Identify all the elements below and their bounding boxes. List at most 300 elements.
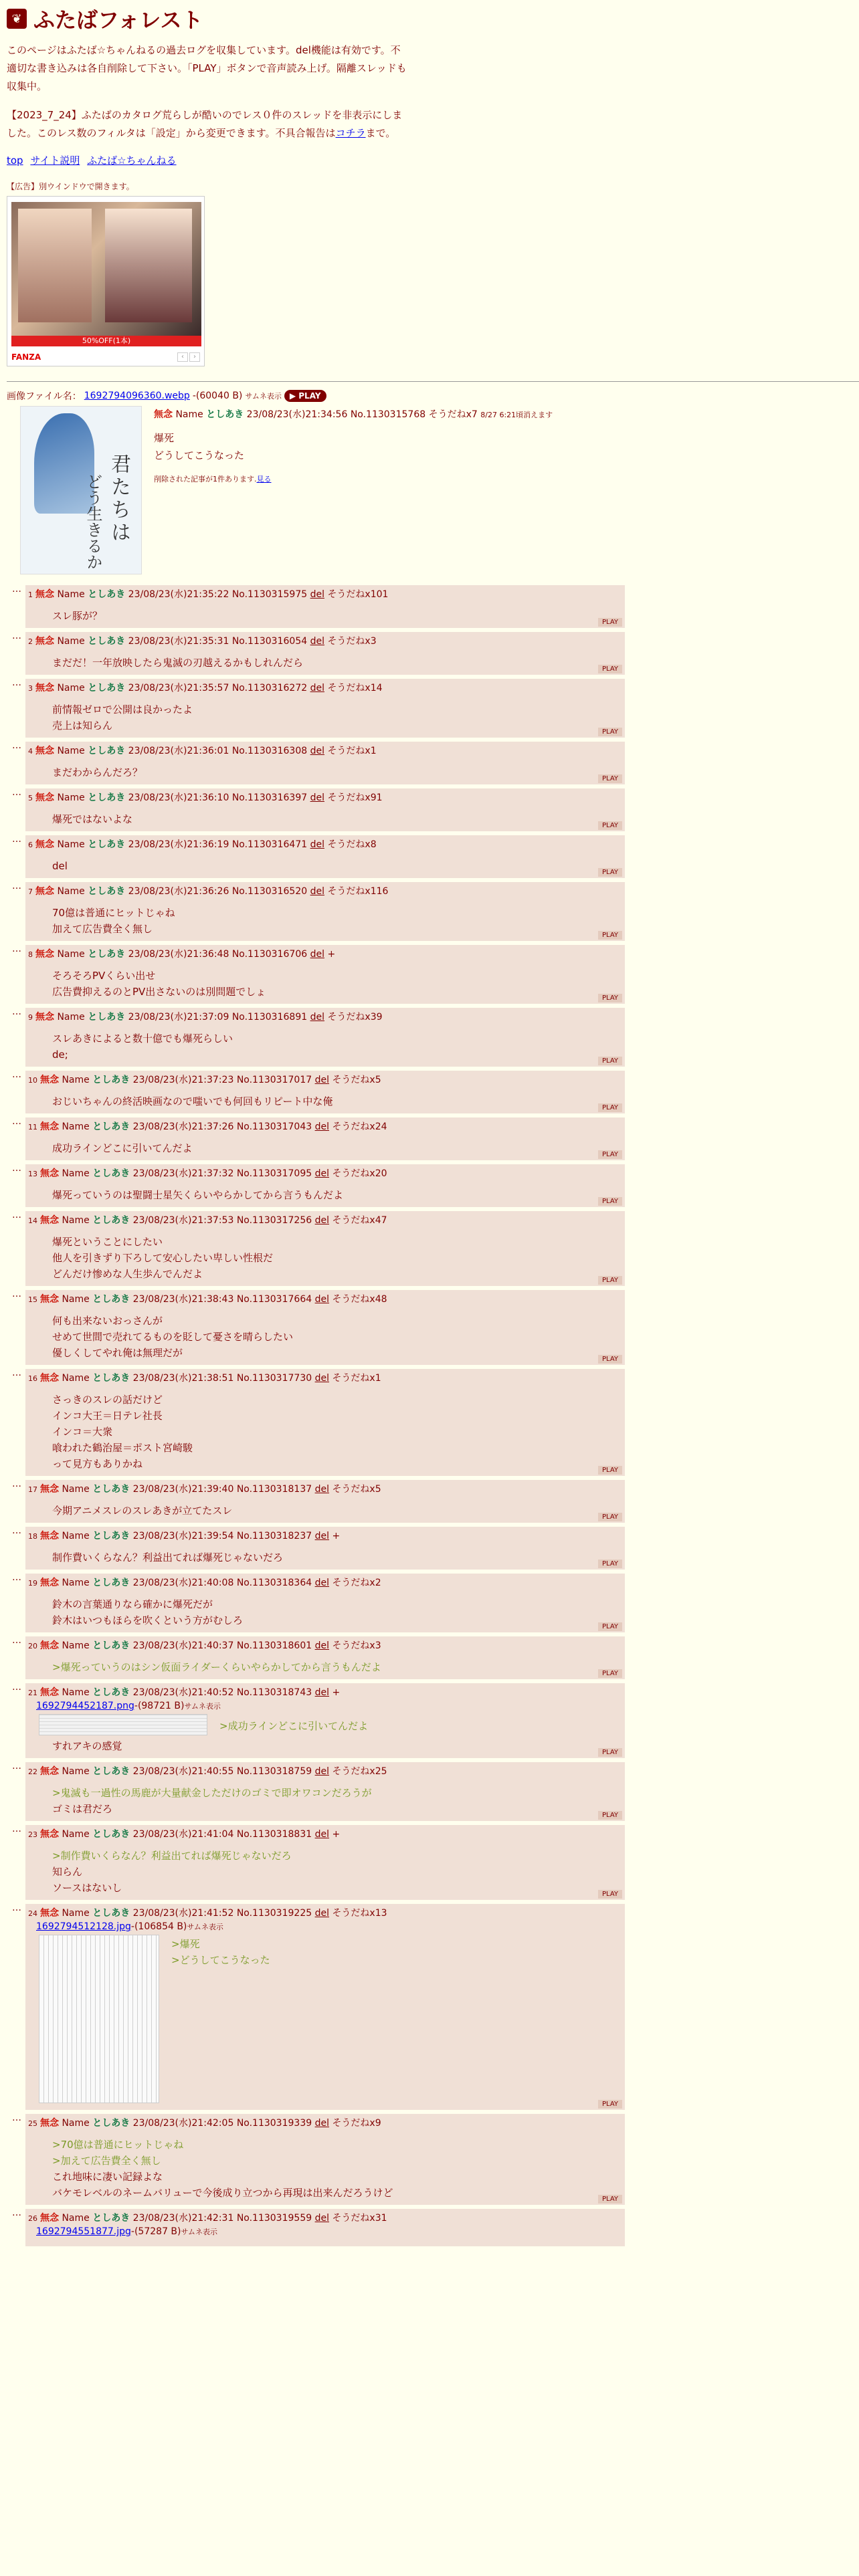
reply-post: [12, 631, 625, 675]
reply-name-label: Name: [62, 1578, 90, 1588]
text-line: 爆死ではないよな: [52, 813, 133, 825]
reply-header: [25, 788, 625, 806]
reply-number[interactable]: No.1130317043: [236, 1121, 312, 1132]
reply-name-label: Name: [57, 683, 85, 693]
text-line: 前情報ゼロで公開は良かったよ: [52, 704, 193, 716]
reply-header: [25, 742, 625, 759]
reply-subject: 無念: [40, 1075, 59, 1085]
reply-body: [25, 649, 625, 675]
text-line: って見方もありかね: [52, 1458, 143, 1470]
reply-date: 23/08/23(水)21:35:31: [128, 636, 229, 647]
del-link[interactable]: del: [314, 1075, 329, 1085]
reply-header: [25, 679, 625, 696]
reply-index: 19: [28, 1579, 37, 1588]
sodane-button[interactable]: そうだねx116: [327, 886, 389, 897]
op-thumb-toggle[interactable]: サムネ表示: [245, 392, 282, 401]
reply-dots-icon[interactable]: …: [12, 1163, 21, 1174]
reply-subject: 無念: [40, 1578, 59, 1588]
sodane-button[interactable]: そうだねx3: [332, 1640, 381, 1651]
ad-banner[interactable]: [7, 196, 205, 366]
reply-dots-icon[interactable]: …: [12, 1289, 21, 1299]
reply-dots-icon[interactable]: …: [12, 1069, 21, 1080]
futaba-logo-icon: ❦: [7, 9, 27, 29]
play-button[interactable]: PLAY: [598, 931, 622, 940]
reply-name-label: Name: [62, 1121, 90, 1132]
attachment-thumb-toggle[interactable]: サムネ表示: [184, 1702, 221, 1711]
intro-text-2: 【2023_7_24】ふたばのカタログ荒らしが酷いのでレス０件のスレッドを非表示にしました。このレス数のフィルタは「設定」から変更できます。不具合報告はコチラまで。: [7, 109, 403, 139]
sodane-button[interactable]: そうだねx101: [327, 589, 389, 600]
reply-date: 23/08/23(水)21:36:48: [128, 949, 229, 960]
text-line: せめて世間で売れてるものを貶して憂さを晴らしたい: [52, 1331, 294, 1343]
del-link[interactable]: del: [314, 1908, 329, 1919]
reply-index: 2: [28, 637, 33, 646]
ad-sale-bar: 50%OFF(1本): [11, 336, 201, 346]
sodane-button[interactable]: そうだねx47: [332, 1215, 387, 1226]
reply-author: としあき: [92, 1215, 130, 1226]
del-link[interactable]: del: [310, 792, 324, 803]
op-text: 爆死 どうしてこうなった: [154, 432, 245, 461]
del-link[interactable]: del: [310, 1012, 324, 1023]
reply-body: [25, 1307, 625, 1365]
play-button[interactable]: PLAY: [598, 618, 622, 627]
attachment-thumbnail[interactable]: [39, 1935, 159, 2103]
sodane-button[interactable]: そうだねx24: [332, 1121, 387, 1132]
del-link[interactable]: del: [314, 1531, 329, 1541]
play-button[interactable]: PLAY: [598, 868, 622, 877]
text-line: インコ＝大衆: [52, 1426, 113, 1438]
sodane-button[interactable]: そうだねx48: [332, 1294, 387, 1305]
reply-dots-icon[interactable]: …: [12, 740, 21, 751]
attachment-size: -(57287 B): [130, 2226, 181, 2237]
play-button[interactable]: PLAY: [598, 1057, 622, 1065]
reply-dots-icon[interactable]: …: [12, 787, 21, 798]
ad-prev-icon[interactable]: ‹: [177, 352, 188, 362]
reply-body: [25, 1228, 625, 1286]
text-line: 他人を引きずり下ろして安心したい卑しい性根だ: [52, 1252, 274, 1264]
sodane-button[interactable]: そうだねx5: [332, 1075, 381, 1085]
reply-date: 23/08/23(水)21:40:52: [132, 1687, 234, 1698]
reply-number[interactable]: No.1130317017: [236, 1075, 312, 1085]
reply-post: [12, 787, 625, 831]
reply-body: [25, 2237, 625, 2246]
text-line: インコ大王＝日テレ社長: [52, 1410, 163, 1422]
sodane-button[interactable]: そうだねx39: [327, 1012, 383, 1023]
reply-number[interactable]: No.1130319339: [236, 2118, 312, 2129]
reply-name-label: Name: [62, 1215, 90, 1226]
reply-name-label: Name: [62, 1829, 90, 1840]
del-link[interactable]: del: [314, 1121, 329, 1132]
reply-dots-icon[interactable]: …: [12, 1682, 21, 1693]
sodane-button[interactable]: そうだねx9: [332, 2118, 381, 2129]
reply-name-label: Name: [57, 636, 85, 647]
sodane-button[interactable]: そうだねx5: [332, 1484, 381, 1495]
reply-header: [25, 835, 625, 853]
reply-body: [25, 1654, 625, 1679]
op-number[interactable]: No.1130315768: [350, 409, 426, 420]
reply-date: 23/08/23(水)21:36:01: [128, 746, 229, 756]
reply-number[interactable]: No.1130316471: [231, 839, 308, 850]
reply-dots-icon[interactable]: …: [12, 1368, 21, 1378]
reply-attachment: [25, 1921, 625, 1932]
reply-author: としあき: [92, 1121, 130, 1132]
op-file-link[interactable]: 1692794096360.webp: [84, 391, 190, 401]
sodane-button[interactable]: +: [332, 1687, 341, 1698]
reply-post: [12, 1163, 625, 1207]
reply-number[interactable]: No.1130318743: [236, 1687, 312, 1698]
reply-dots-icon[interactable]: …: [12, 1635, 21, 1646]
play-button[interactable]: PLAY: [598, 1890, 622, 1899]
reply-index: 8: [28, 950, 33, 959]
reply-number[interactable]: No.1130316706: [231, 949, 308, 960]
reply-subject: 無念: [40, 1766, 59, 1777]
reply-number[interactable]: No.1130318364: [236, 1578, 312, 1588]
ad-next-icon[interactable]: ›: [189, 352, 200, 362]
reply-body: [25, 2103, 625, 2110]
deleted-show-link[interactable]: 見る: [256, 475, 272, 484]
play-button[interactable]: PLAY: [598, 821, 622, 830]
attachment-file-link[interactable]: 1692794452187.png: [36, 1701, 134, 1711]
reply-dots-icon[interactable]: …: [12, 1006, 21, 1017]
reply-index: 11: [28, 1123, 37, 1132]
attachment-file-link[interactable]: 1692794512128.jpg: [36, 1921, 131, 1932]
reply-subject: 無念: [35, 1012, 54, 1023]
del-link[interactable]: del: [310, 886, 324, 897]
reply-author: としあき: [92, 1531, 130, 1541]
ad-pager[interactable]: [176, 352, 200, 362]
reply-author: としあき: [88, 1012, 126, 1023]
reply-post: [12, 944, 625, 1004]
sodane-button[interactable]: +: [332, 1829, 341, 1840]
text-line: これ地味に凄い記録よな: [52, 2171, 163, 2183]
sodane-button[interactable]: そうだねx2: [332, 1578, 381, 1588]
sodane-button[interactable]: そうだねx91: [327, 792, 383, 803]
text-line: 今期アニメスレのスレあきが立てたスレ: [52, 1505, 233, 1517]
sodane-button[interactable]: そうだねx3: [327, 636, 377, 647]
reply-number[interactable]: No.1130318831: [236, 1829, 312, 1840]
deleted-note: 削除された記事が1件あります.見る: [154, 475, 272, 484]
reply-dots-icon[interactable]: …: [12, 2208, 21, 2218]
del-link[interactable]: del: [310, 839, 324, 850]
reply-number[interactable]: No.1130316891: [231, 1012, 308, 1023]
play-button[interactable]: PLAY: [598, 1513, 622, 1521]
text-line: 制作費いくらなん？利益出てれば爆死じゃないだろ: [52, 1551, 284, 1564]
del-link[interactable]: del: [314, 1215, 329, 1226]
reply-attachment: [25, 1701, 625, 1711]
reply-date: 23/08/23(水)21:36:26: [128, 886, 229, 897]
del-link[interactable]: del: [310, 589, 324, 600]
reply-post: [12, 1903, 625, 2110]
reply-header: [25, 2114, 625, 2131]
reply-subject: 無念: [35, 589, 54, 600]
reply-dots-icon[interactable]: …: [12, 1525, 21, 1536]
op-sodane[interactable]: そうだねx7: [428, 409, 478, 420]
reply-index: 14: [28, 1216, 37, 1225]
reply-index: 6: [28, 841, 33, 849]
reply-author: としあき: [92, 1687, 130, 1698]
intro-text-1: このページはふたば☆ちゃんねるの過去ログを収集しています。del機能は有効です。不適切な書き込みは各自削除して下さい。「PLAY」ボタンで音声読み上げ。隔離スレッドも収集中。: [7, 44, 407, 92]
reply-post: [12, 1116, 625, 1160]
del-link[interactable]: del: [314, 2118, 329, 2129]
text-line: 優しくしてやれ俺は無理だが: [52, 1347, 183, 1359]
text-line: バケモレベルのネームバリューで今後成り立つから再現は出来んだろうけど: [52, 2187, 393, 2199]
reply-post: [12, 1525, 625, 1570]
text-line: スレ豚が？: [52, 610, 103, 622]
play-button[interactable]: PLAY: [598, 1811, 622, 1820]
nav-futaba-link[interactable]: ふたば☆ちゃんねる: [87, 154, 177, 167]
reply-date: 23/08/23(水)21:40:08: [132, 1578, 234, 1588]
del-link[interactable]: del: [314, 1640, 329, 1651]
del-link[interactable]: del: [314, 1829, 329, 1840]
reply-dots-icon[interactable]: …: [12, 631, 21, 641]
reply-header: [25, 945, 625, 962]
reply-subject: 無念: [40, 1531, 59, 1541]
reply-post: [12, 1572, 625, 1632]
play-button[interactable]: PLAY: [598, 2195, 622, 2204]
reply-index: 23: [28, 1830, 37, 1839]
attachment-thumb-toggle[interactable]: サムネ表示: [187, 1923, 223, 1931]
reply-body: [25, 696, 625, 738]
reply-index: 3: [28, 684, 33, 693]
text-line: 爆死ということにしたい: [52, 1236, 163, 1248]
reply-author: としあき: [88, 683, 126, 693]
reply-number[interactable]: No.1130317095: [236, 1168, 312, 1179]
reply-index: 10: [28, 1076, 37, 1085]
text-line: すれアキの感覚: [52, 1740, 122, 1752]
op-thumbnail[interactable]: [20, 406, 142, 574]
del-link[interactable]: del: [314, 1484, 329, 1495]
del-link[interactable]: del: [314, 1687, 329, 1698]
sodane-button[interactable]: そうだねx1: [327, 746, 377, 756]
reply-date: 23/08/23(水)21:37:32: [132, 1168, 234, 1179]
text-line: おじいちゃんの終活映画なので嗤いでも何回もリピート中な俺: [52, 1095, 333, 1107]
reply-header: [25, 1683, 625, 1701]
reply-header: [25, 1527, 625, 1544]
text-line: 鈴木はいつもほらを吹くという方がむしろ: [52, 1614, 244, 1626]
reply-number[interactable]: No.1130319225: [236, 1908, 312, 1919]
op-play-button[interactable]: ▶ PLAY: [284, 390, 326, 402]
sodane-button[interactable]: そうだねx13: [332, 1908, 387, 1919]
play-button[interactable]: PLAY: [598, 728, 622, 736]
play-button[interactable]: PLAY: [598, 1197, 622, 1206]
reply-header: [25, 1369, 625, 1386]
reply-dots-icon[interactable]: …: [12, 1572, 21, 1583]
sodane-button[interactable]: そうだねx14: [327, 683, 383, 693]
reply-author: としあき: [88, 746, 126, 756]
reply-dots-icon[interactable]: …: [12, 584, 21, 595]
reply-subject: 無念: [35, 949, 54, 960]
play-button[interactable]: PLAY: [598, 1150, 622, 1159]
text-line: 加えて広告費全く無し: [52, 923, 153, 935]
del-link[interactable]: del: [314, 1766, 329, 1777]
play-button[interactable]: PLAY: [598, 994, 622, 1002]
reply-name-label: Name: [62, 1294, 90, 1305]
reply-number[interactable]: No.1130318759: [236, 1766, 312, 1777]
reply-body: [25, 1088, 625, 1113]
reply-number[interactable]: No.1130318237: [236, 1531, 312, 1541]
text-line: 知らん: [52, 1866, 83, 1878]
reply-post: [12, 1479, 625, 1523]
attachment-file-link[interactable]: 1692794551877.jpg: [36, 2226, 131, 2237]
quote-line: >成功ラインどこに引いてんだよ: [219, 1720, 369, 1732]
attachment-thumbnail[interactable]: [39, 1714, 207, 1735]
reply-number[interactable]: No.1130317256: [236, 1215, 312, 1226]
reply-index: 26: [28, 2214, 37, 2223]
reply-author: としあき: [92, 1484, 130, 1495]
reply-header: [25, 585, 625, 603]
play-button[interactable]: PLAY: [598, 665, 622, 673]
reply-number[interactable]: No.1130317730: [236, 1373, 312, 1384]
text-line: まだわからんだろ？: [52, 766, 143, 778]
play-button[interactable]: PLAY: [598, 1466, 622, 1475]
reply-post: [12, 677, 625, 738]
play-button[interactable]: PLAY: [598, 1103, 622, 1112]
site-title[interactable]: ふたばフォレスト: [33, 7, 203, 33]
reply-dots-icon[interactable]: …: [12, 1903, 21, 1913]
reply-dots-icon[interactable]: …: [12, 944, 21, 954]
ad-image[interactable]: [11, 202, 201, 336]
quote-line: >制作費いくらなん？利益出てれば爆死じゃないだろ: [52, 1850, 292, 1862]
del-link[interactable]: del: [310, 746, 324, 756]
play-button[interactable]: PLAY: [598, 2100, 622, 2109]
reply-number[interactable]: No.1130315975: [231, 589, 308, 600]
reply-author: としあき: [92, 1168, 130, 1179]
reply-name-label: Name: [57, 1012, 85, 1023]
reply-number[interactable]: No.1130316054: [231, 636, 308, 647]
reply-body: [25, 603, 625, 628]
del-link[interactable]: del: [314, 2213, 329, 2224]
reply-author: としあき: [88, 636, 126, 647]
quote-line: >爆死っていうのはシン仮面ライダーくらいやらかしてから言うもんだよ: [52, 1661, 381, 1673]
nav-about-link[interactable]: サイト説明: [30, 154, 80, 167]
del-link[interactable]: del: [314, 1294, 329, 1305]
reply-number[interactable]: No.1130316397: [231, 792, 308, 803]
reply-date: 23/08/23(水)21:35:22: [128, 589, 229, 600]
reply-number[interactable]: No.1130318601: [236, 1640, 312, 1651]
quote-line: >どうしてこうなった: [171, 1954, 270, 1966]
reply-dots-icon[interactable]: …: [12, 1116, 21, 1127]
play-button[interactable]: PLAY: [598, 1276, 622, 1285]
del-link[interactable]: del: [310, 636, 324, 647]
reply-number[interactable]: No.1130316520: [231, 886, 308, 897]
reply-index: 15: [28, 1295, 37, 1304]
reply-body: [25, 1544, 625, 1570]
reply-name-label: Name: [62, 1531, 90, 1541]
reply-dots-icon[interactable]: …: [12, 1761, 21, 1772]
reply-body: [25, 962, 625, 1004]
reply-header: [25, 1290, 625, 1307]
play-button[interactable]: PLAY: [598, 1622, 622, 1631]
text-line: まだだ！一年放映したら鬼滅の刃越えるかもしれんだら: [52, 657, 304, 669]
reply-list: [7, 585, 852, 2246]
reply-index: 7: [28, 887, 33, 896]
reply-dots-icon[interactable]: …: [12, 1479, 21, 1489]
reply-dots-icon[interactable]: …: [12, 1210, 21, 1220]
reply-header: [25, 1825, 625, 1842]
sodane-button[interactable]: そうだねx8: [327, 839, 377, 850]
reply-index: 9: [28, 1013, 33, 1022]
reply-dots-icon[interactable]: …: [12, 2113, 21, 2123]
reply-body: [25, 1386, 625, 1476]
report-link[interactable]: コチラ: [335, 127, 366, 139]
reply-date: 23/08/23(水)21:41:04: [132, 1829, 234, 1840]
play-button[interactable]: PLAY: [598, 1748, 622, 1757]
reply-subject: 無念: [40, 2213, 59, 2224]
reply-dots-icon[interactable]: …: [12, 1824, 21, 1834]
reply-name-label: Name: [62, 1075, 90, 1085]
reply-number[interactable]: No.1130316272: [231, 683, 308, 693]
reply-header: [25, 632, 625, 649]
reply-body: [25, 1182, 625, 1207]
reply-post: [12, 1006, 625, 1067]
reply-author: としあき: [92, 1640, 130, 1651]
reply-number[interactable]: No.1130317664: [236, 1294, 312, 1305]
reply-index: 4: [28, 747, 33, 756]
reply-header: [25, 2209, 625, 2226]
play-button[interactable]: PLAY: [598, 774, 622, 783]
reply-dots-icon[interactable]: …: [12, 881, 21, 891]
reply-author: としあき: [92, 1075, 130, 1085]
play-button[interactable]: PLAY: [598, 1560, 622, 1568]
reply-date: 23/08/23(水)21:37:53: [132, 1215, 234, 1226]
sodane-button[interactable]: そうだねx31: [332, 2213, 387, 2224]
reply-name-label: Name: [57, 886, 85, 897]
reply-body: [25, 1591, 625, 1632]
sodane-button[interactable]: そうだねx25: [332, 1766, 387, 1777]
reply-date: 23/08/23(水)21:39:54: [132, 1531, 234, 1541]
reply-dots-icon[interactable]: …: [12, 677, 21, 688]
play-button[interactable]: PLAY: [598, 1355, 622, 1364]
del-link[interactable]: del: [310, 949, 324, 960]
attachment-thumb-toggle[interactable]: サムネ表示: [181, 2228, 217, 2236]
reply-author: としあき: [92, 2118, 130, 2129]
del-link[interactable]: del: [314, 1168, 329, 1179]
text-line: 70億は普通にヒットじゃね: [52, 907, 175, 919]
reply-name-label: Name: [57, 839, 85, 850]
reply-subject: 無念: [40, 1121, 59, 1132]
reply-name-label: Name: [62, 1484, 90, 1495]
reply-date: 23/08/23(水)21:38:51: [132, 1373, 234, 1384]
sodane-button[interactable]: そうだねx20: [332, 1168, 387, 1179]
del-link[interactable]: del: [310, 683, 324, 693]
del-link[interactable]: del: [314, 1373, 329, 1384]
reply-name-label: Name: [57, 746, 85, 756]
reply-name-label: Name: [57, 792, 85, 803]
reply-number[interactable]: No.1130318137: [236, 1484, 312, 1495]
play-button[interactable]: PLAY: [598, 1669, 622, 1678]
reply-subject: 無念: [35, 792, 54, 803]
sodane-button[interactable]: +: [327, 949, 336, 960]
reply-post: [12, 1761, 625, 1821]
sodane-button[interactable]: そうだねx1: [332, 1373, 381, 1384]
sodane-button[interactable]: +: [332, 1531, 341, 1541]
reply-subject: 無念: [40, 2118, 59, 2129]
reply-name-label: Name: [62, 1640, 90, 1651]
op-header: 無念 Name としあき 23/08/23(水)21:34:56 No.1130315768 そうだねx7 8/27 6:21頃消えます: [154, 409, 553, 420]
reply-subject: 無念: [40, 1168, 59, 1179]
reply-number[interactable]: No.1130316308: [231, 746, 308, 756]
reply-dots-icon[interactable]: …: [12, 834, 21, 845]
reply-index: 1: [28, 591, 33, 599]
reply-number[interactable]: No.1130319559: [236, 2213, 312, 2224]
reply-author: としあき: [92, 1294, 130, 1305]
nav-top-link[interactable]: top: [7, 154, 23, 167]
op-post: [7, 406, 852, 585]
reply-date: 23/08/23(水)21:41:52: [132, 1908, 234, 1919]
attachment-size: -(98721 B): [134, 1701, 185, 1711]
reply-subject: 無念: [35, 839, 54, 850]
text-line: 広告費抑えるのとPV出さないのは別問題でしょ: [52, 986, 266, 998]
del-link[interactable]: del: [314, 1578, 329, 1588]
